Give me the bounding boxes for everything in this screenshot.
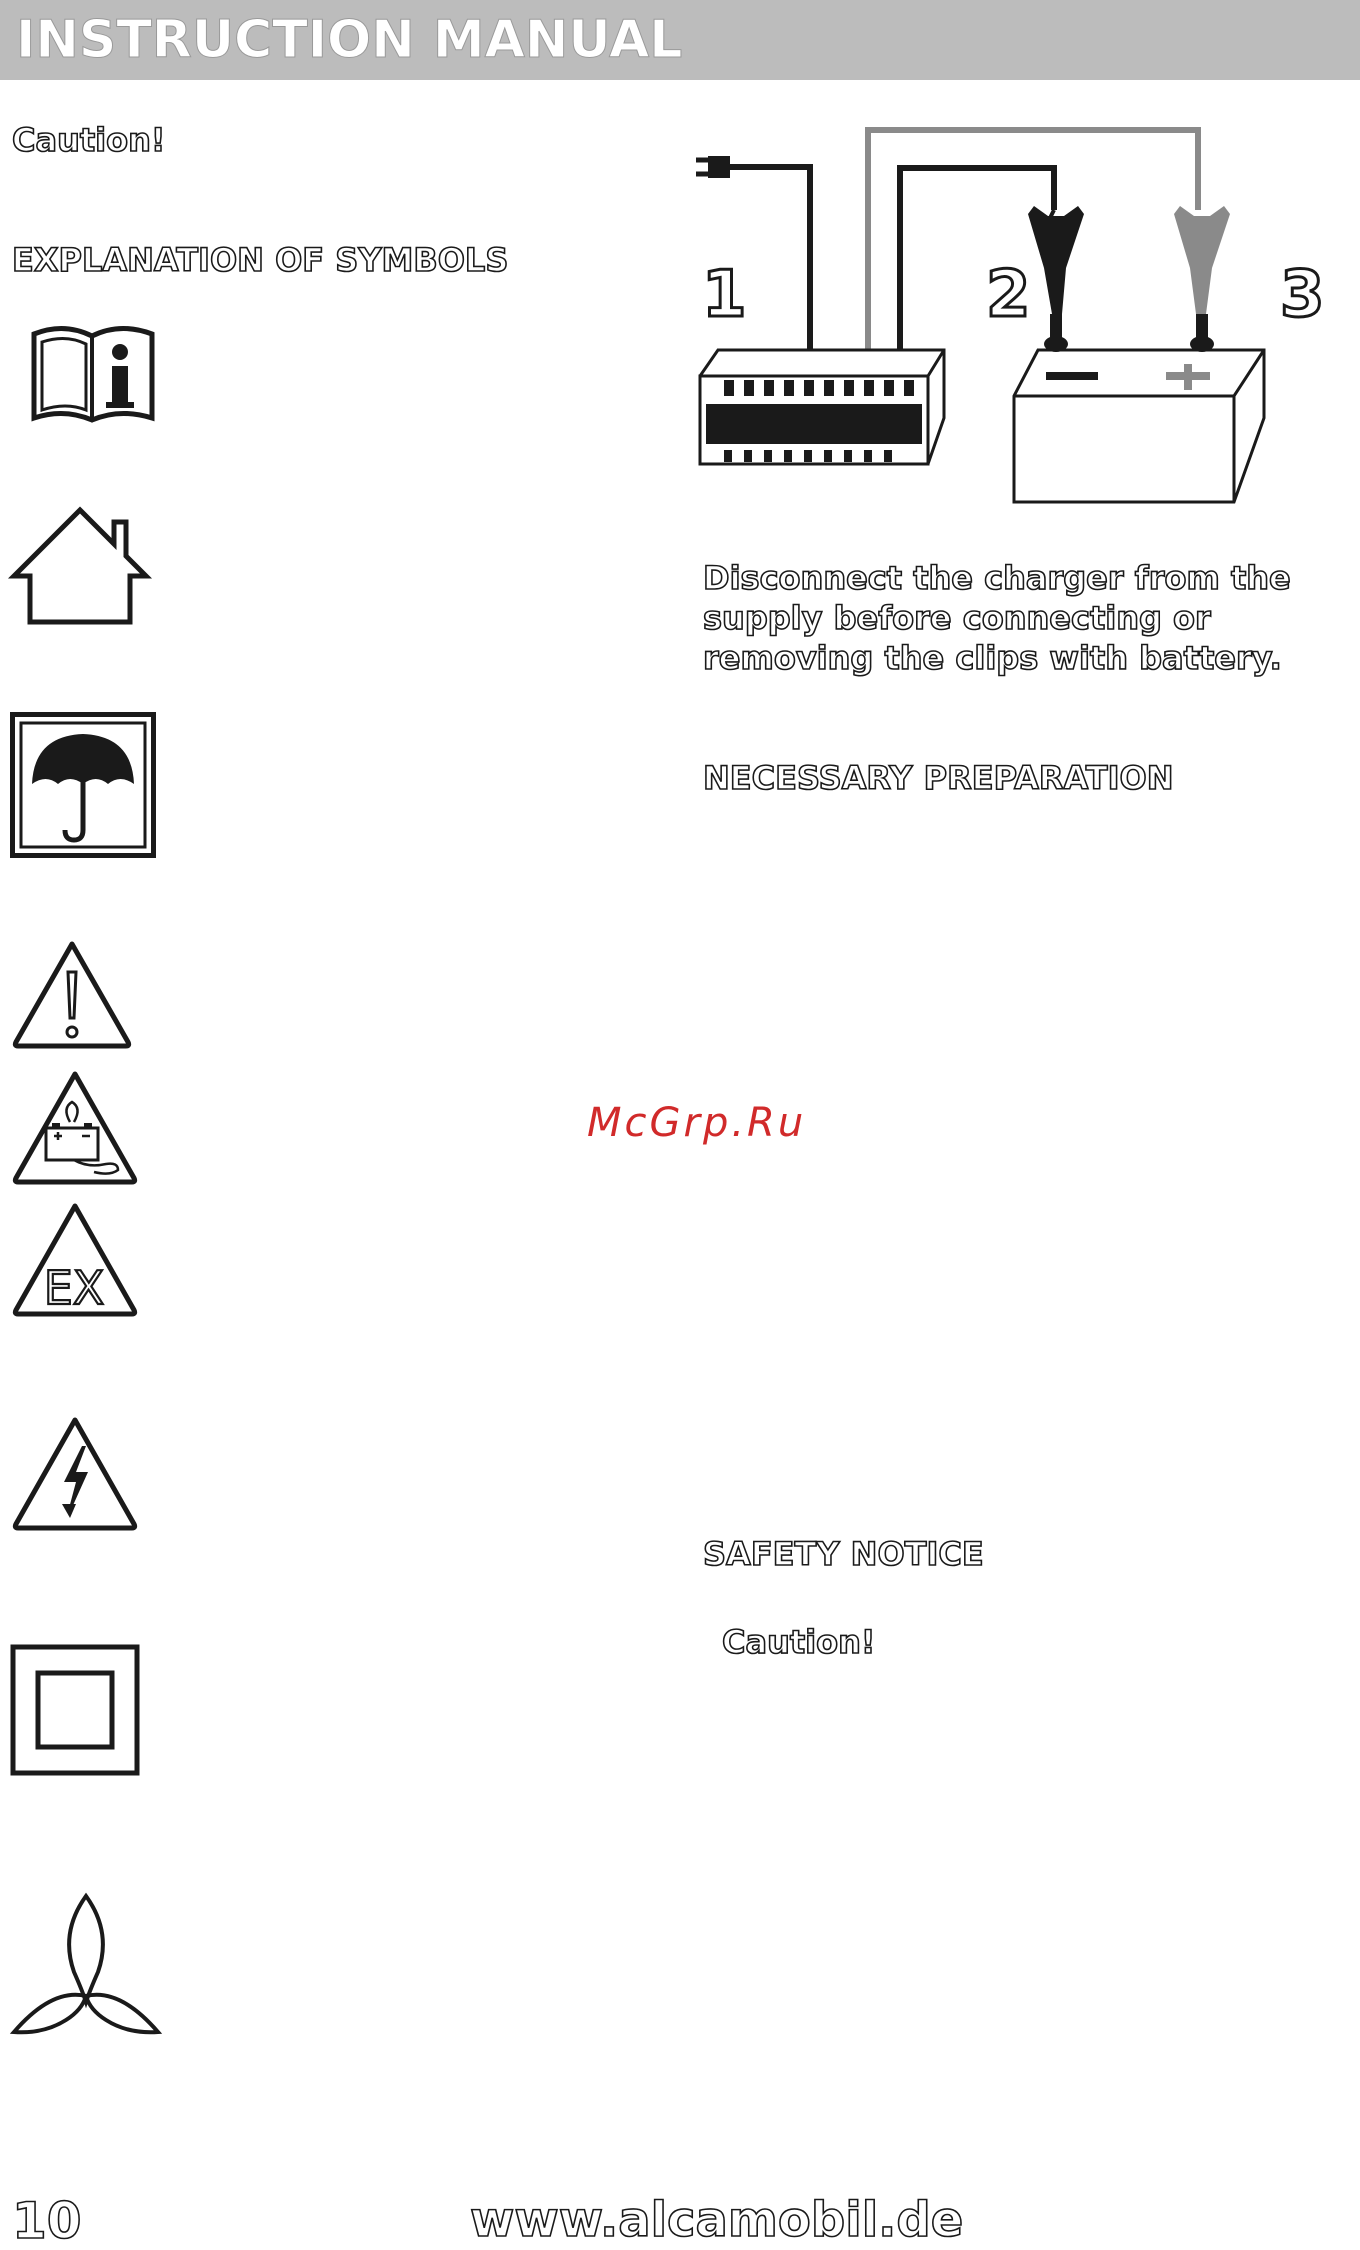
diagram-label-1: 1	[702, 258, 747, 332]
battery-acid-warning-icon	[10, 1068, 140, 1186]
safety-heading: SAFETY NOTICE	[703, 1535, 984, 1573]
caution-label: Caution!	[12, 121, 166, 159]
page-number: 10	[12, 2192, 82, 2250]
charger-connection-diagram	[696, 118, 1325, 508]
diagram-label-3: 3	[1280, 258, 1325, 332]
page-header	[0, 0, 1360, 80]
disconnect-note: Disconnect the charger from the supply before connecting or removing the clips with battery.	[703, 559, 1291, 677]
mains-plug	[708, 156, 730, 178]
svg-text:EX: EX	[43, 1261, 105, 1315]
preparation-heading: NECESSARY PREPARATION	[703, 759, 1174, 797]
battery-minus-terminal-mark	[1046, 372, 1098, 380]
keep-dry-umbrella-icon	[10, 712, 156, 858]
double-insulation-icon	[10, 1644, 140, 1776]
high-voltage-icon	[10, 1414, 140, 1532]
warning-exclamation-icon	[10, 938, 134, 1050]
explosion-ex-icon	[10, 1200, 140, 1318]
diagram-label-2: 2	[986, 258, 1031, 332]
recycling-icon	[8, 1892, 164, 2038]
indoor-house-icon	[10, 506, 150, 626]
website-url[interactable]: www.alcamobil.de	[470, 2192, 964, 2248]
watermark-text: McGrp.Ru	[587, 1100, 807, 1146]
safety-caution: Caution!	[722, 1623, 876, 1661]
symbols-heading: EXPLANATION OF SYMBOLS	[12, 241, 509, 279]
page-title: INSTRUCTION MANUAL	[16, 10, 683, 70]
manual-info-icon	[28, 322, 158, 427]
